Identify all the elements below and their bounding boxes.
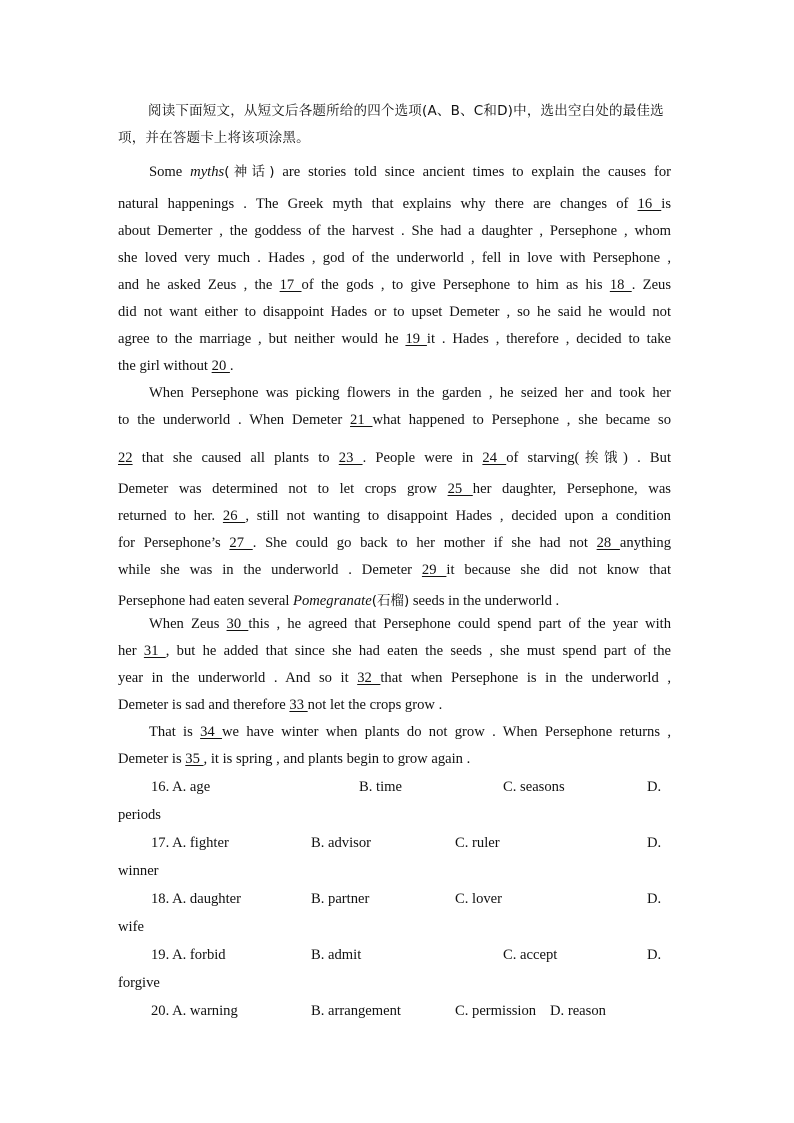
passage-line: 22 that she caused all plants to 23 . People were in 24 of starving(挨饿) . But [118,450,672,466]
option-d: D. [647,947,662,963]
blank-26: 26 [222,508,246,524]
passage-line: That is 34 we have winter when plants do not grow . When Persephone returns , [149,724,671,740]
option-d: D. [647,891,662,907]
passage-line: Persephone had eaten several Pomegranate(石榴) seeds in the underworld . [118,593,560,609]
option-c: C. accept [503,947,558,963]
passage-line: returned to her. 26 , still not wanting to disappoint Hades , decided upon a condition [118,508,671,524]
passage-line: When Zeus 30 this , he agreed that Persephone could spend part of the year with [149,616,671,632]
blank-28: 28 [596,535,620,551]
passage-line: the girl without 20 . [118,358,234,374]
option-d-text: forgive [118,975,160,991]
passage-line: agree to the marriage , but neither would he 19 it . Hades , therefore , decided to take [118,331,671,347]
blank-16: 16 [637,196,662,212]
option-d-text: winner [118,863,159,879]
option-c: C. permission [455,1003,537,1019]
blank-32: 32 [357,670,381,686]
passage-line: When Persephone was picking flowers in the garden , he seized her and took her [149,385,671,401]
instruction-text: 阅读下面短文，从短文后各题所给的四个选项(A、B、C和D)中，选出空白处的最佳选项，并在答题卡上将该项涂黑。 [118,103,664,146]
option-c: C. ruler [455,835,500,851]
blank-27: 27 [229,535,253,551]
option-b: B. partner [311,891,370,907]
passage-line: year in the underworld . And so it 32 that when Persephone is in the underworld , [118,670,671,686]
option-a: 19. A. forbid [151,947,226,963]
passage-line: did not want either to disappoint Hades or to upset Demeter , so he said he would not [118,304,671,320]
blank-17: 17 [279,277,302,293]
option-a: 18. A. daughter [151,891,241,907]
option-a: 17. A. fighter [151,835,229,851]
option-a: 20. A. warning [151,1003,238,1019]
passage-line: for Persephone’s 27 . She could go back to her mother if she had not 28 anything [118,535,671,551]
passage-line: she loved very much . Hades , god of the underworld , fell in love with Persephone , [118,250,671,266]
passage-line: her 31 , but he added that since she had eaten the seeds , she must spend part of the [118,643,671,659]
option-b: B. advisor [311,835,371,851]
option-d-text: wife [118,919,144,935]
blank-20: 20 [211,358,230,374]
blank-24: 24 [482,450,507,466]
option-a: 16. A. age [151,779,211,795]
passage-line: Some myths(神话) are stories told since ancient times to explain the causes for [149,164,672,180]
blank-22: 22 [118,450,133,466]
option-b: B. arrangement [311,1003,401,1019]
blank-35: 35 [185,751,204,767]
blank-18: 18 [609,277,632,293]
blank-33: 33 [289,697,308,713]
blank-19: 19 [405,331,427,347]
passage-line: about Demerter , the goddess of the harvest . She had a daughter , Persephone , whom [118,223,671,239]
option-d-text: periods [118,807,161,823]
option-d: D. [647,835,662,851]
passage-line: to the underworld . When Demeter 21 what happened to Persephone , she became so [118,412,671,428]
option-b: B. time [359,779,402,795]
blank-25: 25 [447,481,473,497]
passage-line: while she was in the underworld . Demeter 29 it because she did not know that [118,562,671,578]
option-d: D. [647,779,662,795]
blank-34: 34 [200,724,223,740]
option-b: B. admit [311,947,362,963]
passage-line: natural happenings . The Greek myth that explains why there are changes of 16 is [118,196,671,212]
option-d: D. reason [550,1003,606,1019]
option-c: C. seasons [503,779,565,795]
passage-line: Demeter was determined not to let crops grow 25 her daughter, Persephone, was [118,481,671,497]
blank-29: 29 [421,562,447,578]
passage-line: and he asked Zeus , the 17 of the gods , to give Persephone to him as his 18 . Zeus [118,277,672,293]
blank-21: 21 [350,412,373,428]
blank-31: 31 [143,643,166,659]
option-c: C. lover [455,891,503,907]
blank-30: 30 [226,616,249,632]
blank-23: 23 [338,450,363,466]
passage-line: Demeter is sad and therefore 33 not let the crops grow . [118,697,443,713]
passage-line: Demeter is 35 , it is spring , and plants begin to grow again . [118,751,471,767]
